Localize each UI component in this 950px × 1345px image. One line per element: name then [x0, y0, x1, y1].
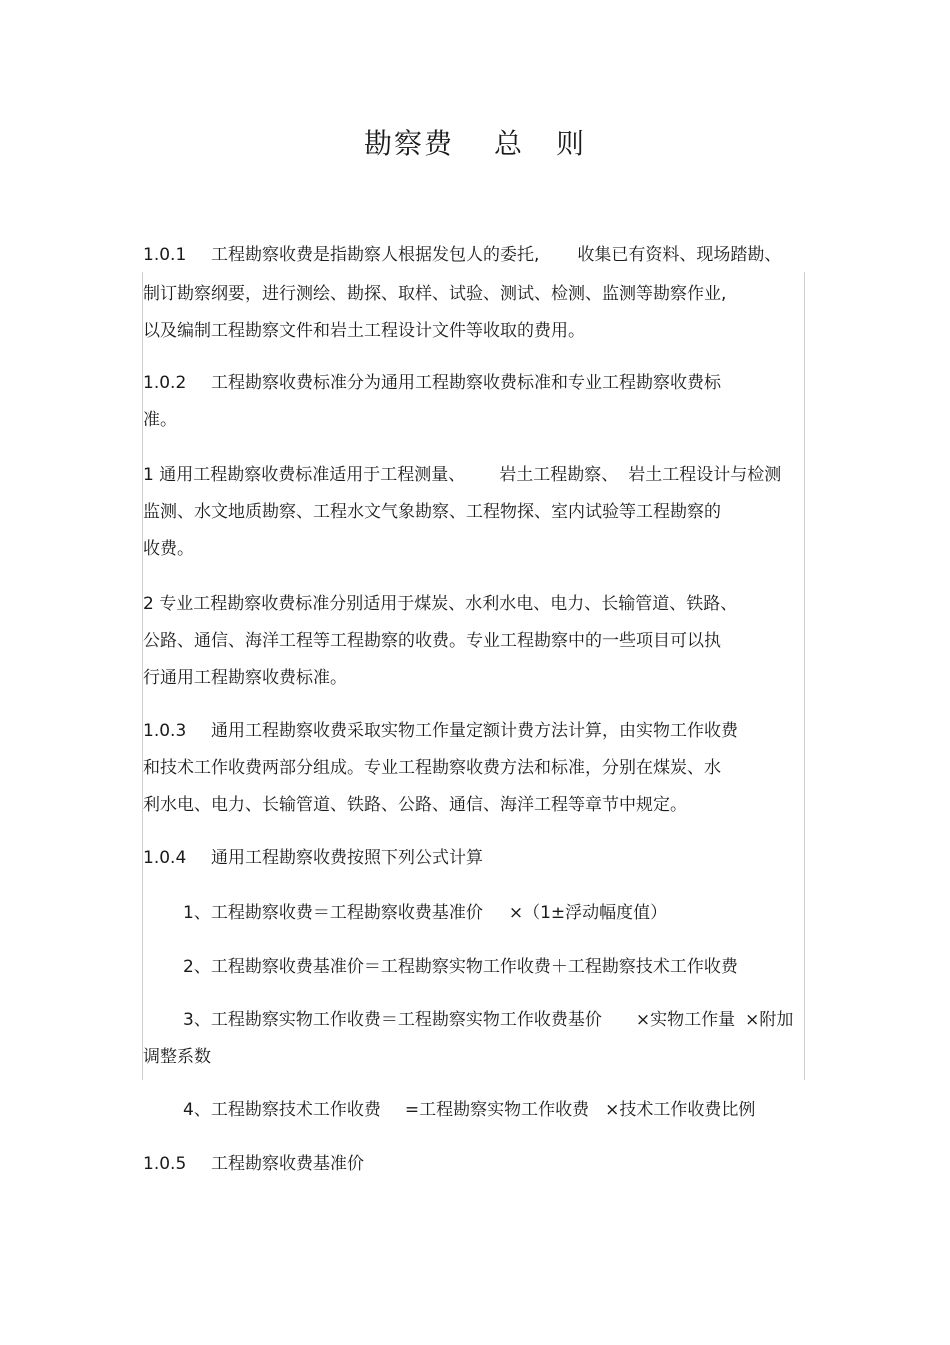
section-101-text-b: 收集已有资料、现场踏勘、 — [577, 245, 782, 265]
page-title — [0, 124, 950, 164]
formula-4 — [183, 1098, 755, 1122]
section-105-text: 工程勘察收费基准价 — [211, 1154, 364, 1174]
section-104-line-1 — [143, 846, 483, 870]
item-2-line-2: 公路、通信、海洋工程等工程勘察的收费。专业工程勘察中的一些项目可以执 — [143, 631, 721, 651]
formula-1-left: 1、工程勘察收费＝工程勘察收费基准价 — [183, 903, 483, 923]
section-102-line-1 — [143, 371, 721, 395]
title-part-3: 则 — [556, 127, 587, 160]
section-number: 1.0.1 — [143, 245, 187, 265]
formula-4-a: 4、工程勘察技术工作收费 — [183, 1100, 381, 1120]
section-number: 1.0.3 — [143, 721, 187, 741]
section-101-line-2: 制订勘察纲要，进行测绘、勘探、取样、试验、测试、检测、监测等勘察作业, — [143, 284, 727, 304]
title-part-1: 勘察费 — [363, 127, 454, 160]
right-border-line — [804, 272, 805, 1080]
section-105-line-1 — [143, 1152, 364, 1176]
formula-3 — [183, 1008, 793, 1032]
item-2-line-1: 2 专业工程勘察收费标准分别适用于煤炭、水利水电、电力、长输管道、铁路、 — [143, 594, 738, 614]
section-number: 1.0.5 — [143, 1154, 187, 1174]
formula-1-right: ×（1±浮动幅度值） — [508, 903, 668, 923]
section-101-text-a: 工程勘察收费是指勘察人根据发包人的委托, — [211, 245, 540, 265]
formula-4-c: ×技术工作收费比例 — [605, 1100, 756, 1120]
section-102-text: 工程勘察收费标准分为通用工程勘察收费标准和专业工程勘察收费标 — [211, 373, 721, 393]
title-part-2: 总 — [493, 127, 524, 160]
section-103-line-2: 和技术工作收费两部分组成。专业工程勘察收费方法和标准，分别在煤炭、水 — [143, 758, 721, 778]
item-1-line-1 — [143, 463, 781, 487]
item-1-line-3: 收费。 — [143, 539, 194, 559]
item-1-text-a: 1 通用工程勘察收费标准适用于工程测量、 — [143, 465, 466, 485]
formula-1 — [183, 901, 667, 925]
section-number: 1.0.2 — [143, 373, 187, 393]
section-101-line-1 — [143, 243, 781, 267]
formula-3-b: ×实物工作量 — [635, 1010, 736, 1030]
item-1-line-2: 监测、水文地质勘察、工程水文气象勘察、工程物探、室内试验等工程勘察的 — [143, 502, 721, 522]
formula-3-continuation: 调整系数 — [143, 1047, 211, 1067]
section-number: 1.0.4 — [143, 848, 187, 868]
formula-3-c: ×附加 — [745, 1010, 794, 1030]
formula-4-b: =工程勘察实物工作收费 — [404, 1100, 590, 1120]
section-104-text: 通用工程勘察收费按照下列公式计算 — [211, 848, 483, 868]
section-103-line-3: 利水电、电力、长输管道、铁路、公路、通信、海洋工程等章节中规定。 — [143, 795, 687, 815]
section-102-line-2: 准。 — [143, 410, 177, 430]
section-103-line-1 — [143, 719, 738, 743]
formula-3-a: 3、工程勘察实物工作收费＝工程勘察实物工作收费基价 — [183, 1010, 602, 1030]
section-101-line-3: 以及编制工程勘察文件和岩土工程设计文件等收取的费用。 — [143, 321, 585, 341]
item-2-line-3: 行通用工程勘察收费标准。 — [143, 668, 347, 688]
formula-2: 2、工程勘察收费基准价＝工程勘察实物工作收费＋工程勘察技术工作收费 — [183, 957, 738, 977]
item-1-text-c: 岩土工程设计与检测 — [628, 465, 782, 485]
item-1-text-b: 岩土工程勘察、 — [499, 465, 619, 485]
section-103-text: 通用工程勘察收费采取实物工作量定额计费方法计算，由实物工作收费 — [211, 721, 738, 741]
